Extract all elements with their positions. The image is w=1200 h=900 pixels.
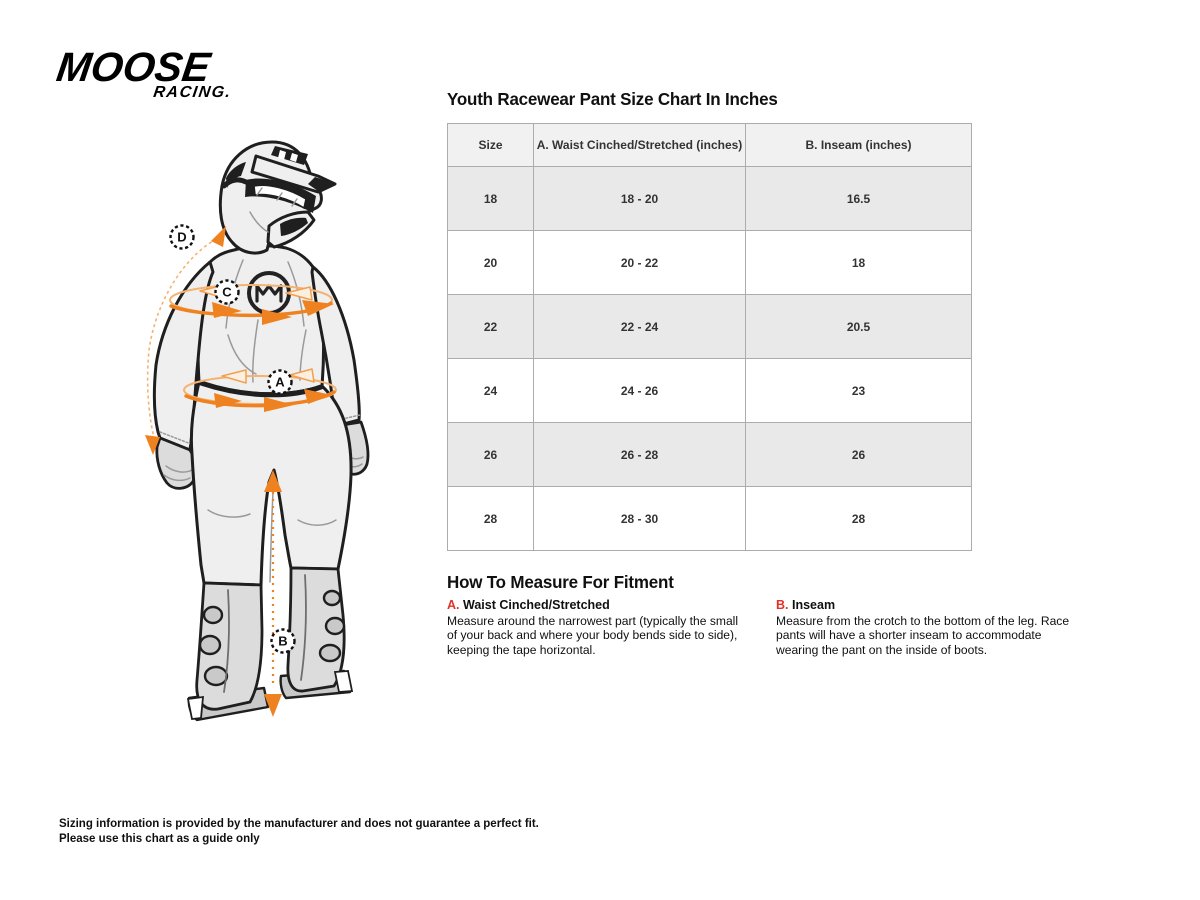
inseam-cell: 18 (746, 231, 972, 295)
disclaimer-line: Sizing information is provided by the manufacturer and does not guarantee a perfect fit. (59, 818, 539, 830)
helmet (220, 142, 335, 253)
logo-moose-text: MOOSE (53, 44, 213, 90)
column-header-size: Size (448, 124, 534, 167)
table-row (448, 423, 972, 487)
inseam-cell: 26 (746, 423, 972, 487)
size-cell: 28 (448, 487, 534, 551)
measure-title-waist (447, 598, 749, 612)
size-cell: 22 (448, 295, 534, 359)
table-row (448, 295, 972, 359)
table-header-row (448, 124, 972, 167)
svg-text:C: C (222, 284, 232, 300)
label-d-badge (171, 226, 194, 249)
size-cell: 18 (448, 167, 534, 231)
measure-title-text: Waist Cinched/Stretched (462, 598, 610, 612)
label-b-badge (272, 630, 295, 653)
table-row (448, 487, 972, 551)
waist-cell: 26 - 28 (534, 423, 746, 487)
waist-cell: 28 - 30 (534, 487, 746, 551)
waist-cell: 24 - 26 (534, 359, 746, 423)
measure-body-waist: Measure around the narrowest part (typically the small of your back and where your body bends side to side), keeping the tape horizontal. (447, 614, 739, 657)
brand-logo (52, 44, 250, 102)
inseam-cell: 28 (746, 487, 972, 551)
table-row (448, 167, 972, 231)
size-chart-title: Youth Racewear Pant Size Chart In Inches (447, 89, 778, 109)
disclaimer (59, 817, 539, 847)
measure-body-inseam: Measure from the crotch to the bottom of the leg. Race pants will have a shorter inseam to accommodate wearing the pant on the inside of boots. (776, 614, 1070, 657)
measure-letter-b: B. (776, 598, 789, 612)
inseam-cell: 23 (746, 359, 972, 423)
column-header-waist: A. Waist Cinched/Stretched (inches) (534, 124, 746, 167)
column-header-inseam: B. Inseam (inches) (746, 124, 972, 167)
label-a-badge (269, 371, 292, 394)
table-row (448, 231, 972, 295)
table-row (448, 359, 972, 423)
measure-section-inseam (776, 598, 1078, 657)
measure-section-waist (447, 598, 749, 657)
svg-text:B: B (278, 633, 288, 649)
disclaimer-line: Please use this chart as a guide only (59, 833, 260, 845)
size-cell: 20 (448, 231, 534, 295)
waist-cell: 20 - 22 (534, 231, 746, 295)
measure-title-inseam (776, 598, 1078, 612)
measure-title-text: Inseam (791, 598, 836, 612)
logo-racing-text: RACING. (152, 84, 233, 101)
waist-cell: 18 - 20 (534, 167, 746, 231)
waist-cell: 22 - 24 (534, 295, 746, 359)
size-cell: 24 (448, 359, 534, 423)
svg-text:D: D (177, 229, 187, 245)
label-c-badge (216, 281, 239, 304)
svg-text:A: A (275, 374, 285, 390)
size-chart-table (447, 123, 972, 551)
size-cell: 26 (448, 423, 534, 487)
rider-illustration (50, 120, 440, 740)
inseam-cell: 16.5 (746, 167, 972, 231)
measure-letter-a: A. (447, 598, 460, 612)
measure-heading: How To Measure For Fitment (447, 572, 674, 592)
inseam-cell: 20.5 (746, 295, 972, 359)
